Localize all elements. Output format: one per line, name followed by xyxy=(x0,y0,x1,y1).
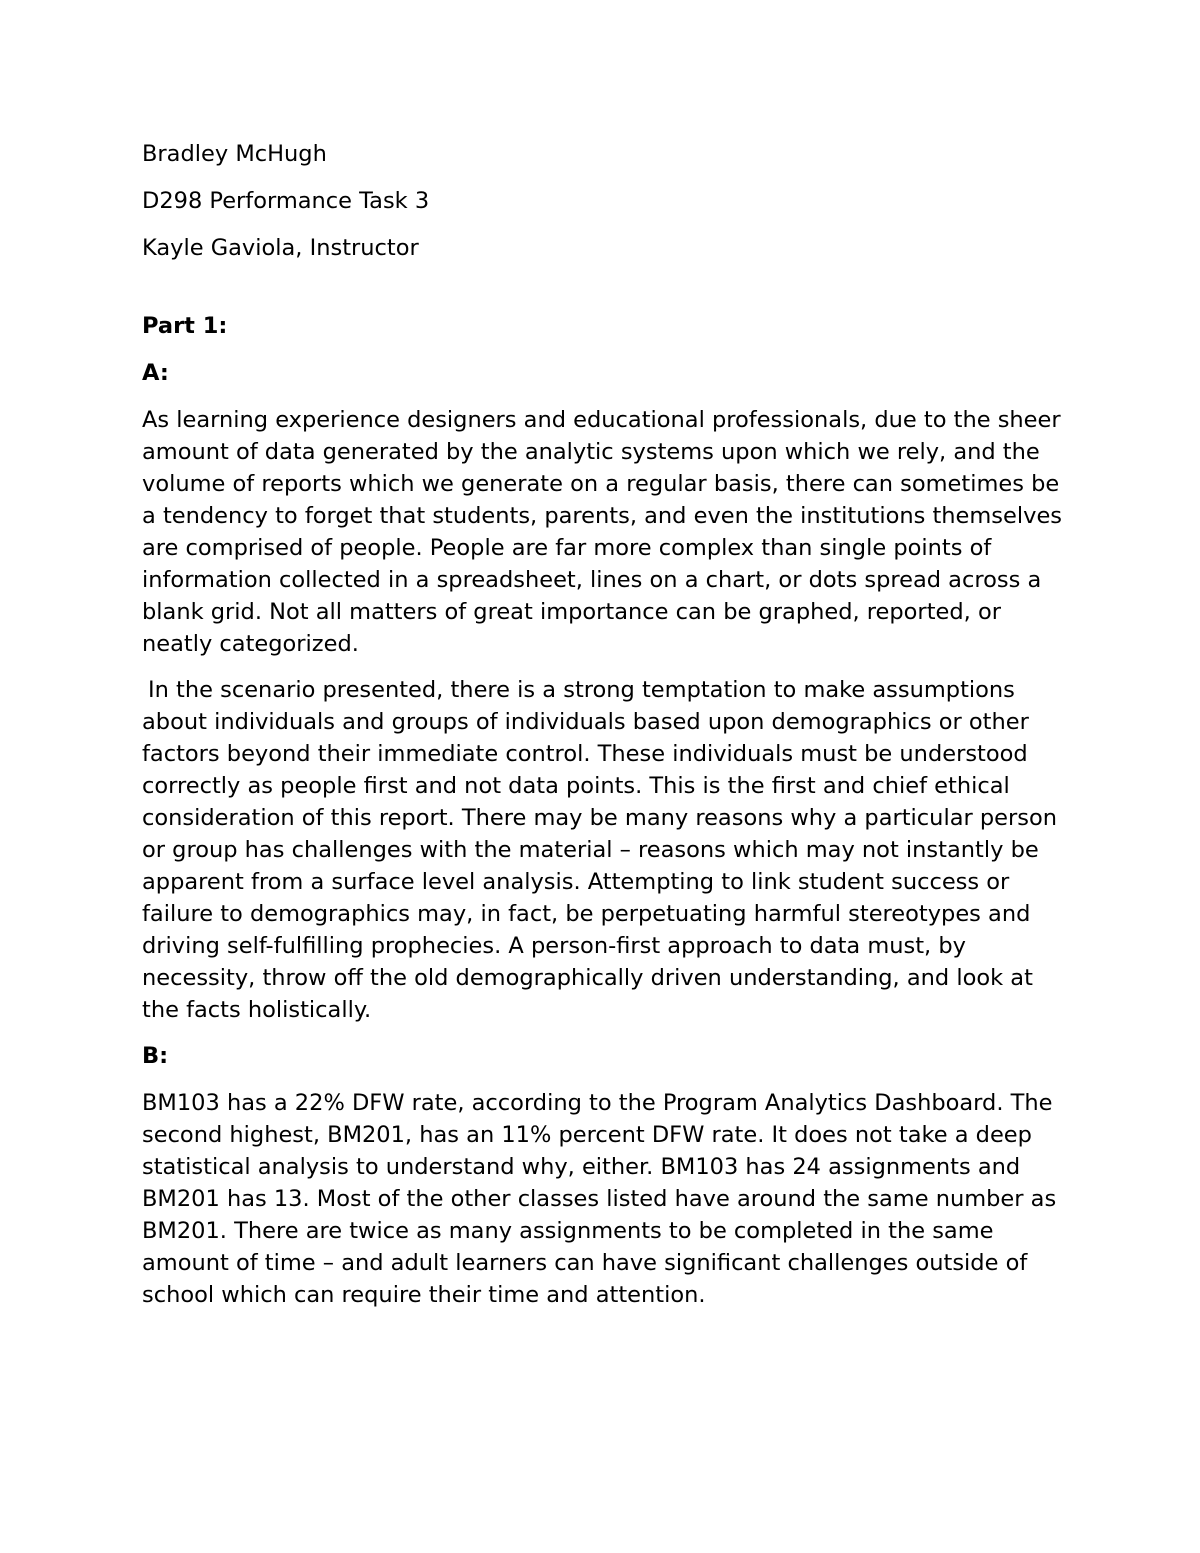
document-header xyxy=(142,138,1072,264)
section-b-paragraph-1: BM103 has a 22% DFW rate, according to the Program Analytics Dashboard. The second highest, BM201, has an 11% percent DFW rate. It does not take a deep statistical analysis to understand why, either. BM103 has 24 assignments and BM201 has 13. Most of the other classes listed have around the same number as BM201. There are twice as many assignments to be completed in the same amount of time – and adult learners can have significant challenges outside of school which can require their time and attention. xyxy=(142,1090,1057,1308)
part-heading: Part 1: xyxy=(142,313,228,339)
section-b-heading: B: xyxy=(142,1043,169,1069)
section-a-paragraph-2: In the scenario presented, there is a strong temptation to make assumptions about individuals and groups of individuals based upon demographics or other factors beyond their immediate control. These individuals must be understood correctly as people first and not data points. This is the first and chief ethical consideration of this report. There may be many reasons why a particular person or group has challenges with the material – reasons which may not instantly be apparent from a surface level analysis. Attempting to link student success or failure to demographics may, in fact, be perpetuating harmful stereotypes and driving self-fulfilling prophecies. A person-first approach to data must, by necessity, throw off the old demographically driven understanding, and look at the facts holistically. xyxy=(142,677,1058,1023)
document-body xyxy=(142,138,1072,1325)
instructor-name: Kayle Gaviola, Instructor xyxy=(142,235,419,261)
section-a-paragraph-1: As learning experience designers and educational professionals, due to the sheer amount of data generated by the analytic systems upon which we rely, and the volume of reports which we generate on a regular basis, there can sometimes be a tendency to forget that students, parents, and even the institutions themselves are comprised of people. People are far more complex than single points of information collected in a spreadsheet, lines on a chart, or dots spread across a blank grid. Not all matters of great importance can be graphed, reported, or neatly categorized. xyxy=(142,407,1063,657)
section-a-heading: A: xyxy=(142,360,169,386)
course-title: D298 Performance Task 3 xyxy=(142,188,430,214)
author-name: Bradley McHugh xyxy=(142,141,327,167)
